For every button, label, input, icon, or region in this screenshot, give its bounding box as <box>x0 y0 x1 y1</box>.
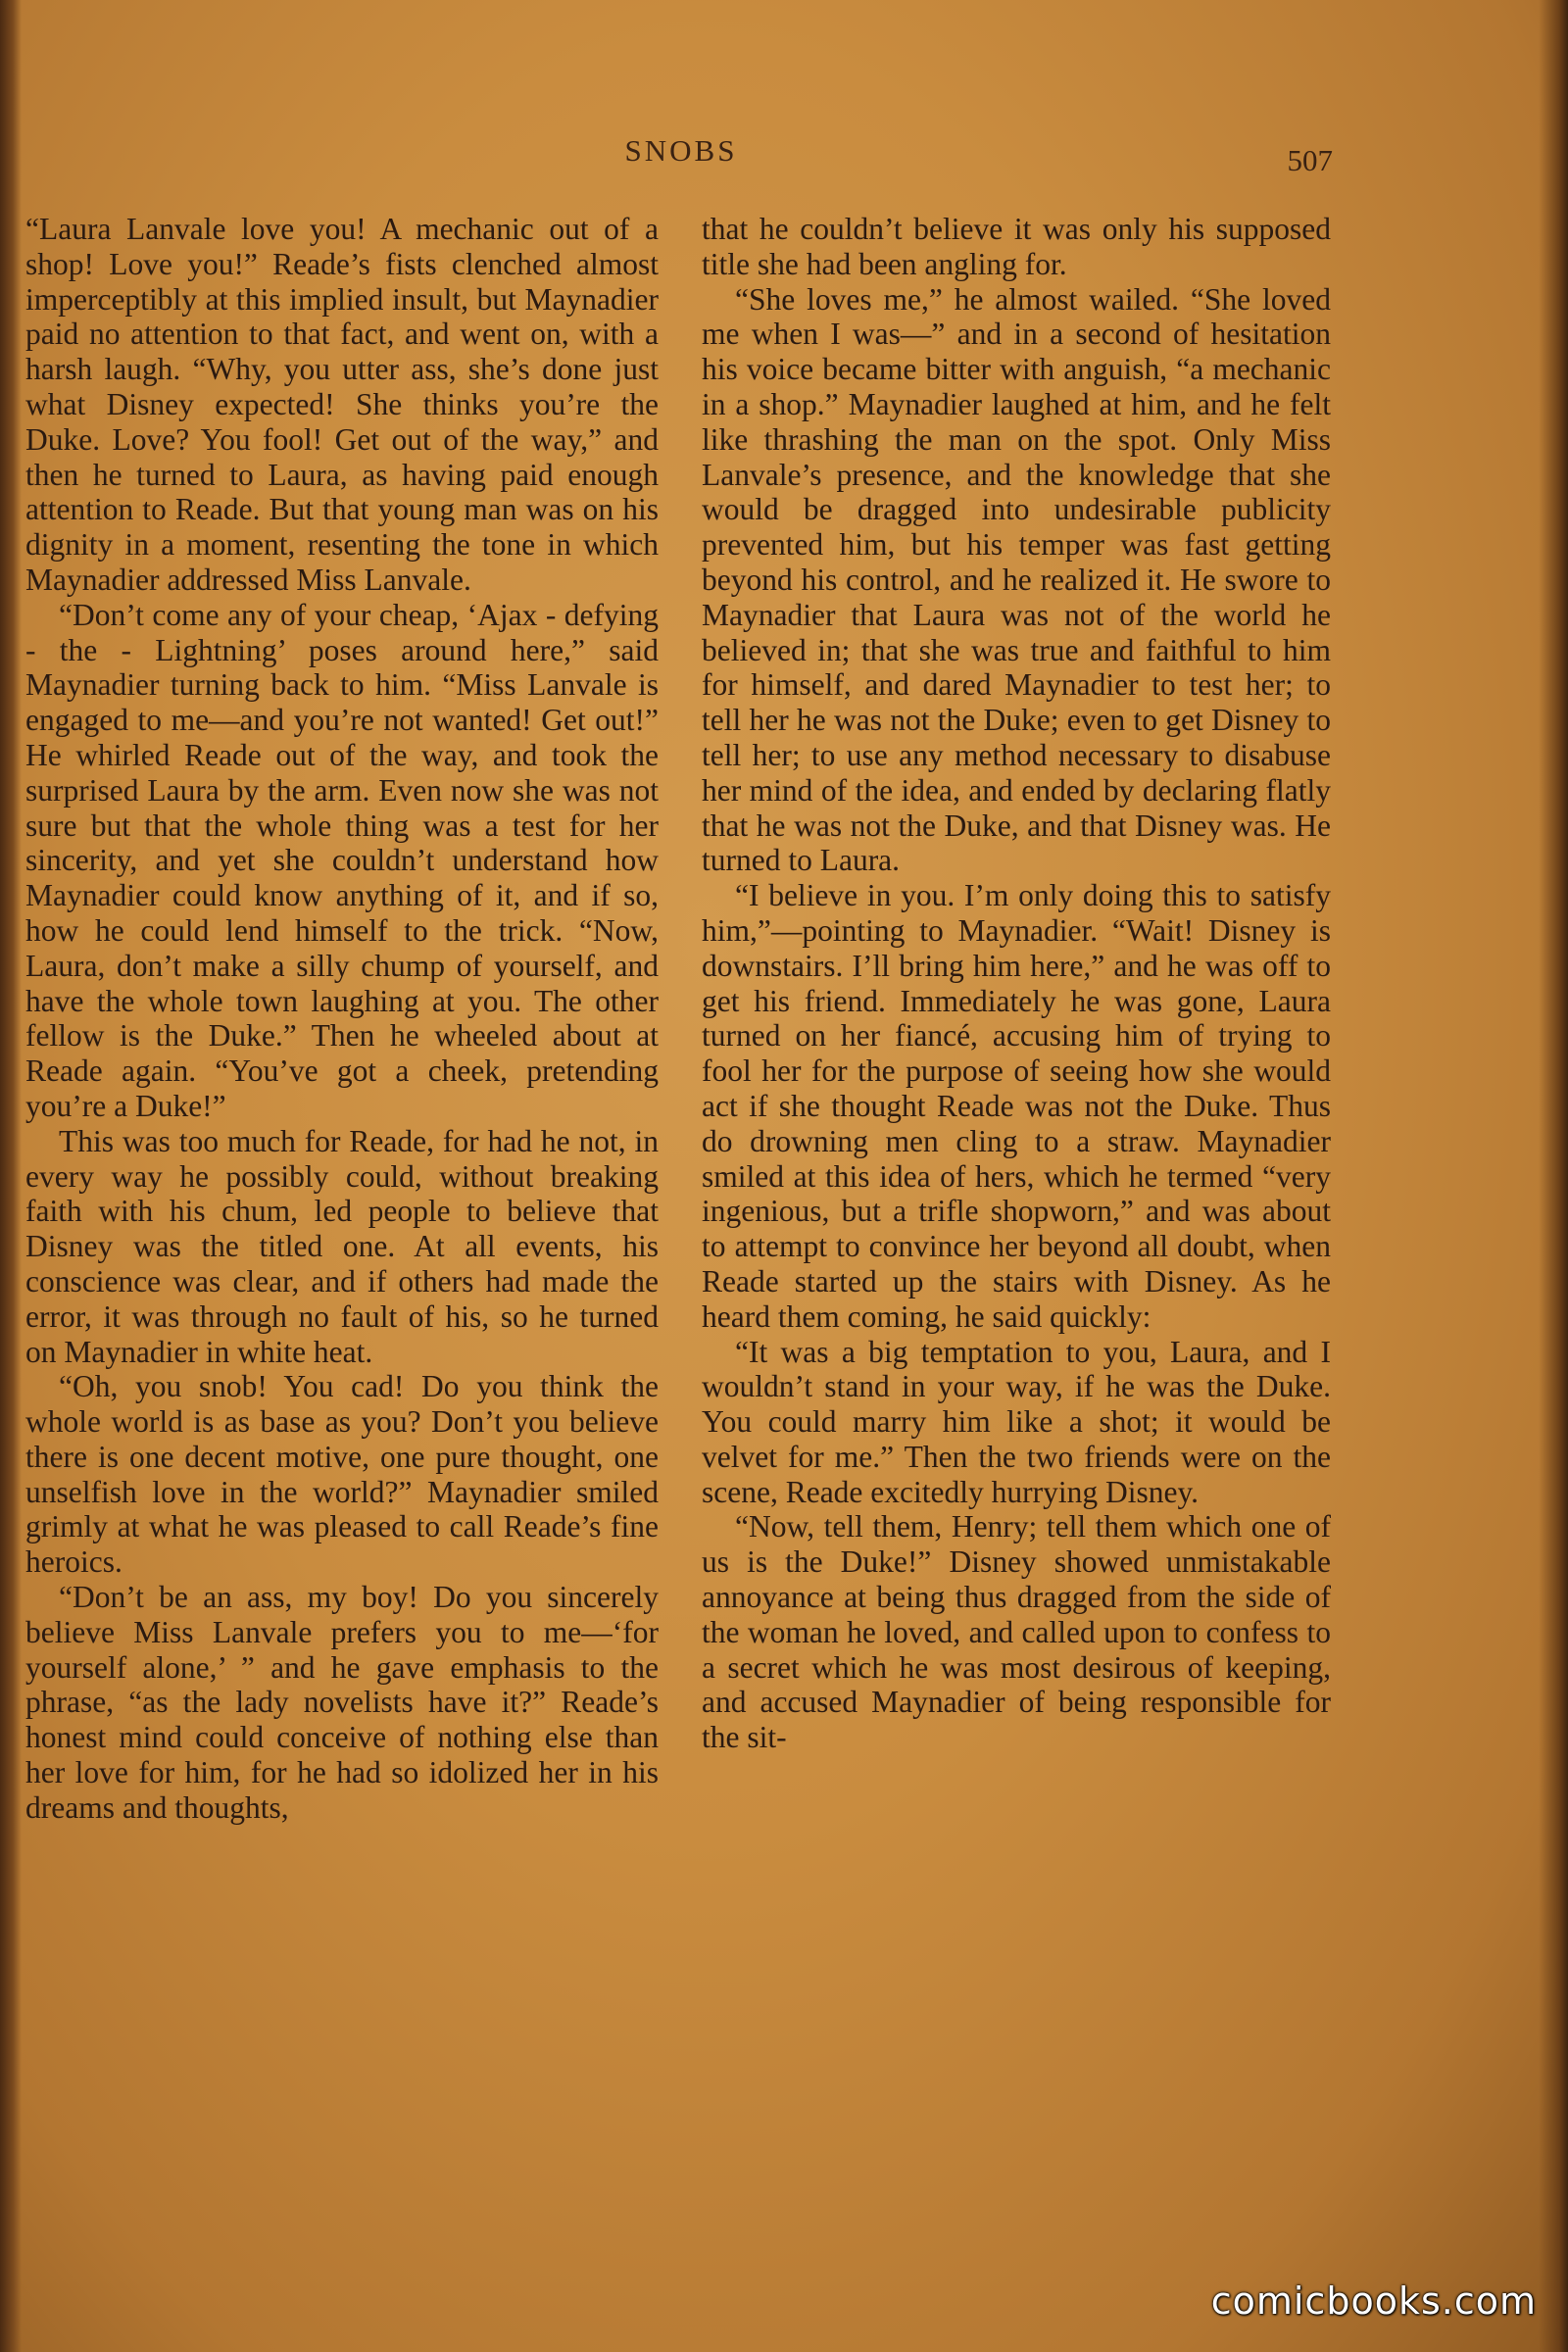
paragraph: “Don’t be an ass, my boy! Do you sincerely believe Miss Lanvale prefers you to me—‘for yourself alone,’ ” and he gave emphasis to the phrase, “as the lady novelists have it?” Reade’s honest mind could conceive of nothing else than her love for him, for he had so idolized her in his dreams and thoughts, <box>25 1580 659 1825</box>
page-number: 507 <box>1287 143 1333 177</box>
left-column <box>25 212 659 1826</box>
running-head: SNOBS <box>624 133 738 168</box>
paragraph: “It was a big temptation to you, Laura, and I wouldn’t stand in your way, if he was the Duke. You could marry him like a shot; it would be velvet for me.” Then the two friends were on the scene, Reade excitedly hurrying Disney. <box>702 1334 1331 1509</box>
watermark: comicbooks.com <box>1210 2279 1537 2323</box>
paragraph: “I believe in you. I’m only doing this to satisfy him,”—pointing to Maynadier. “Wait! Disney is downstairs. I’ll bring him here,” and he was off to get his friend. Immediately he was gone, Laura turned on her fiancé, accusing him of trying to fool her for the purpose of seeing how she would act if she thought Reade was not the Duke. Thus do drowning men cling to a straw. Maynadier smiled at this idea of hers, which he termed “very ingenious, but a trifle shopworn,” and was about to attempt to convince her beyond all doubt, when Reade started up the stairs with Disney. As he heard them coming, he said quickly: <box>702 878 1331 1334</box>
right-column <box>702 212 1331 1755</box>
paragraph: that he couldn’t believe it was only his supposed title she had been angling for. <box>702 212 1331 281</box>
paragraph: “Now, tell them, Henry; tell them which one of us is the Duke!” Disney showed unmistakable annoyance at being thus dragged from the side of the woman he loved, and called upon to confess to a secret which he was most desirous of keeping, and accused Maynadier of being responsible for the sit- <box>702 1509 1331 1755</box>
paragraph: “Don’t come any of your cheap, ‘Ajax - defying - the - Lightning’ poses around here,” said Maynadier turning back to him. “Miss Lanvale is engaged to me—and you’re not wanted! Get out!” He whirled Reade out of the way, and took the surprised Laura by the arm. Even now she was not sure but that the whole thing was a test for her sincerity, and yet she couldn’t understand how Maynadier could know anything of it, and if so, how he could lend himself to the trick. “Now, Laura, don’t make a silly chump of yourself, and have the whole town laughing at you. The other fellow is the Duke.” Then he wheeled about at Reade again. “You’ve got a cheek, pretending you’re a Duke!” <box>25 597 659 1123</box>
paragraph: “Laura Lanvale love you! A mechanic out of a shop! Love you!” Reade’s fists clenched almost imperceptibly at this implied insult, but Maynadier paid no attention to that fact, and went on, with a harsh laugh. “Why, you utter ass, she’s done just what Disney expected! She thinks you’re the Duke. Love? You fool! Get out of the way,” and then he turned to Laura, as having paid enough attention to Reade. But that young man was on his dignity in a moment, resenting the tone in which Maynadier addressed Miss Lanvale. <box>25 212 659 597</box>
paragraph: This was too much for Reade, for had he not, in every way he possibly could, without breaking faith with his chum, led people to believe that Disney was the titled one. At all events, his conscience was clear, and if others had made the error, it was through no fault of his, so he turned on Maynadier in white heat. <box>25 1123 659 1369</box>
paragraph: “She loves me,” he almost wailed. “She loved me when I was—” and in a second of hesitation his voice became bitter with anguish, “a mechanic in a shop.” Maynadier laughed at him, and he felt like thrashing the man on the spot. Only Miss Lanvale’s presence, and the knowledge that she would be dragged into undesirable publicity prevented him, but his temper was fast getting beyond his control, and he realized it. He swore to Maynadier that Laura was not of the world he believed in; that she was true and faithful to him for himself, and dared Maynadier to test her; to tell her he was not the Duke; even to get Disney to tell her; to use any method necessary to disabuse her mind of the idea, and ended by declaring flatly that he was not the Duke, and that Disney was. He turned to Laura. <box>702 281 1331 878</box>
paragraph: “Oh, you snob! You cad! Do you think the whole world is as base as you? Don’t you believe there is one decent motive, one pure thought, one unselfish love in the world?” Maynadier smiled grimly at what he was pleased to call Reade’s fine heroics. <box>25 1369 659 1580</box>
